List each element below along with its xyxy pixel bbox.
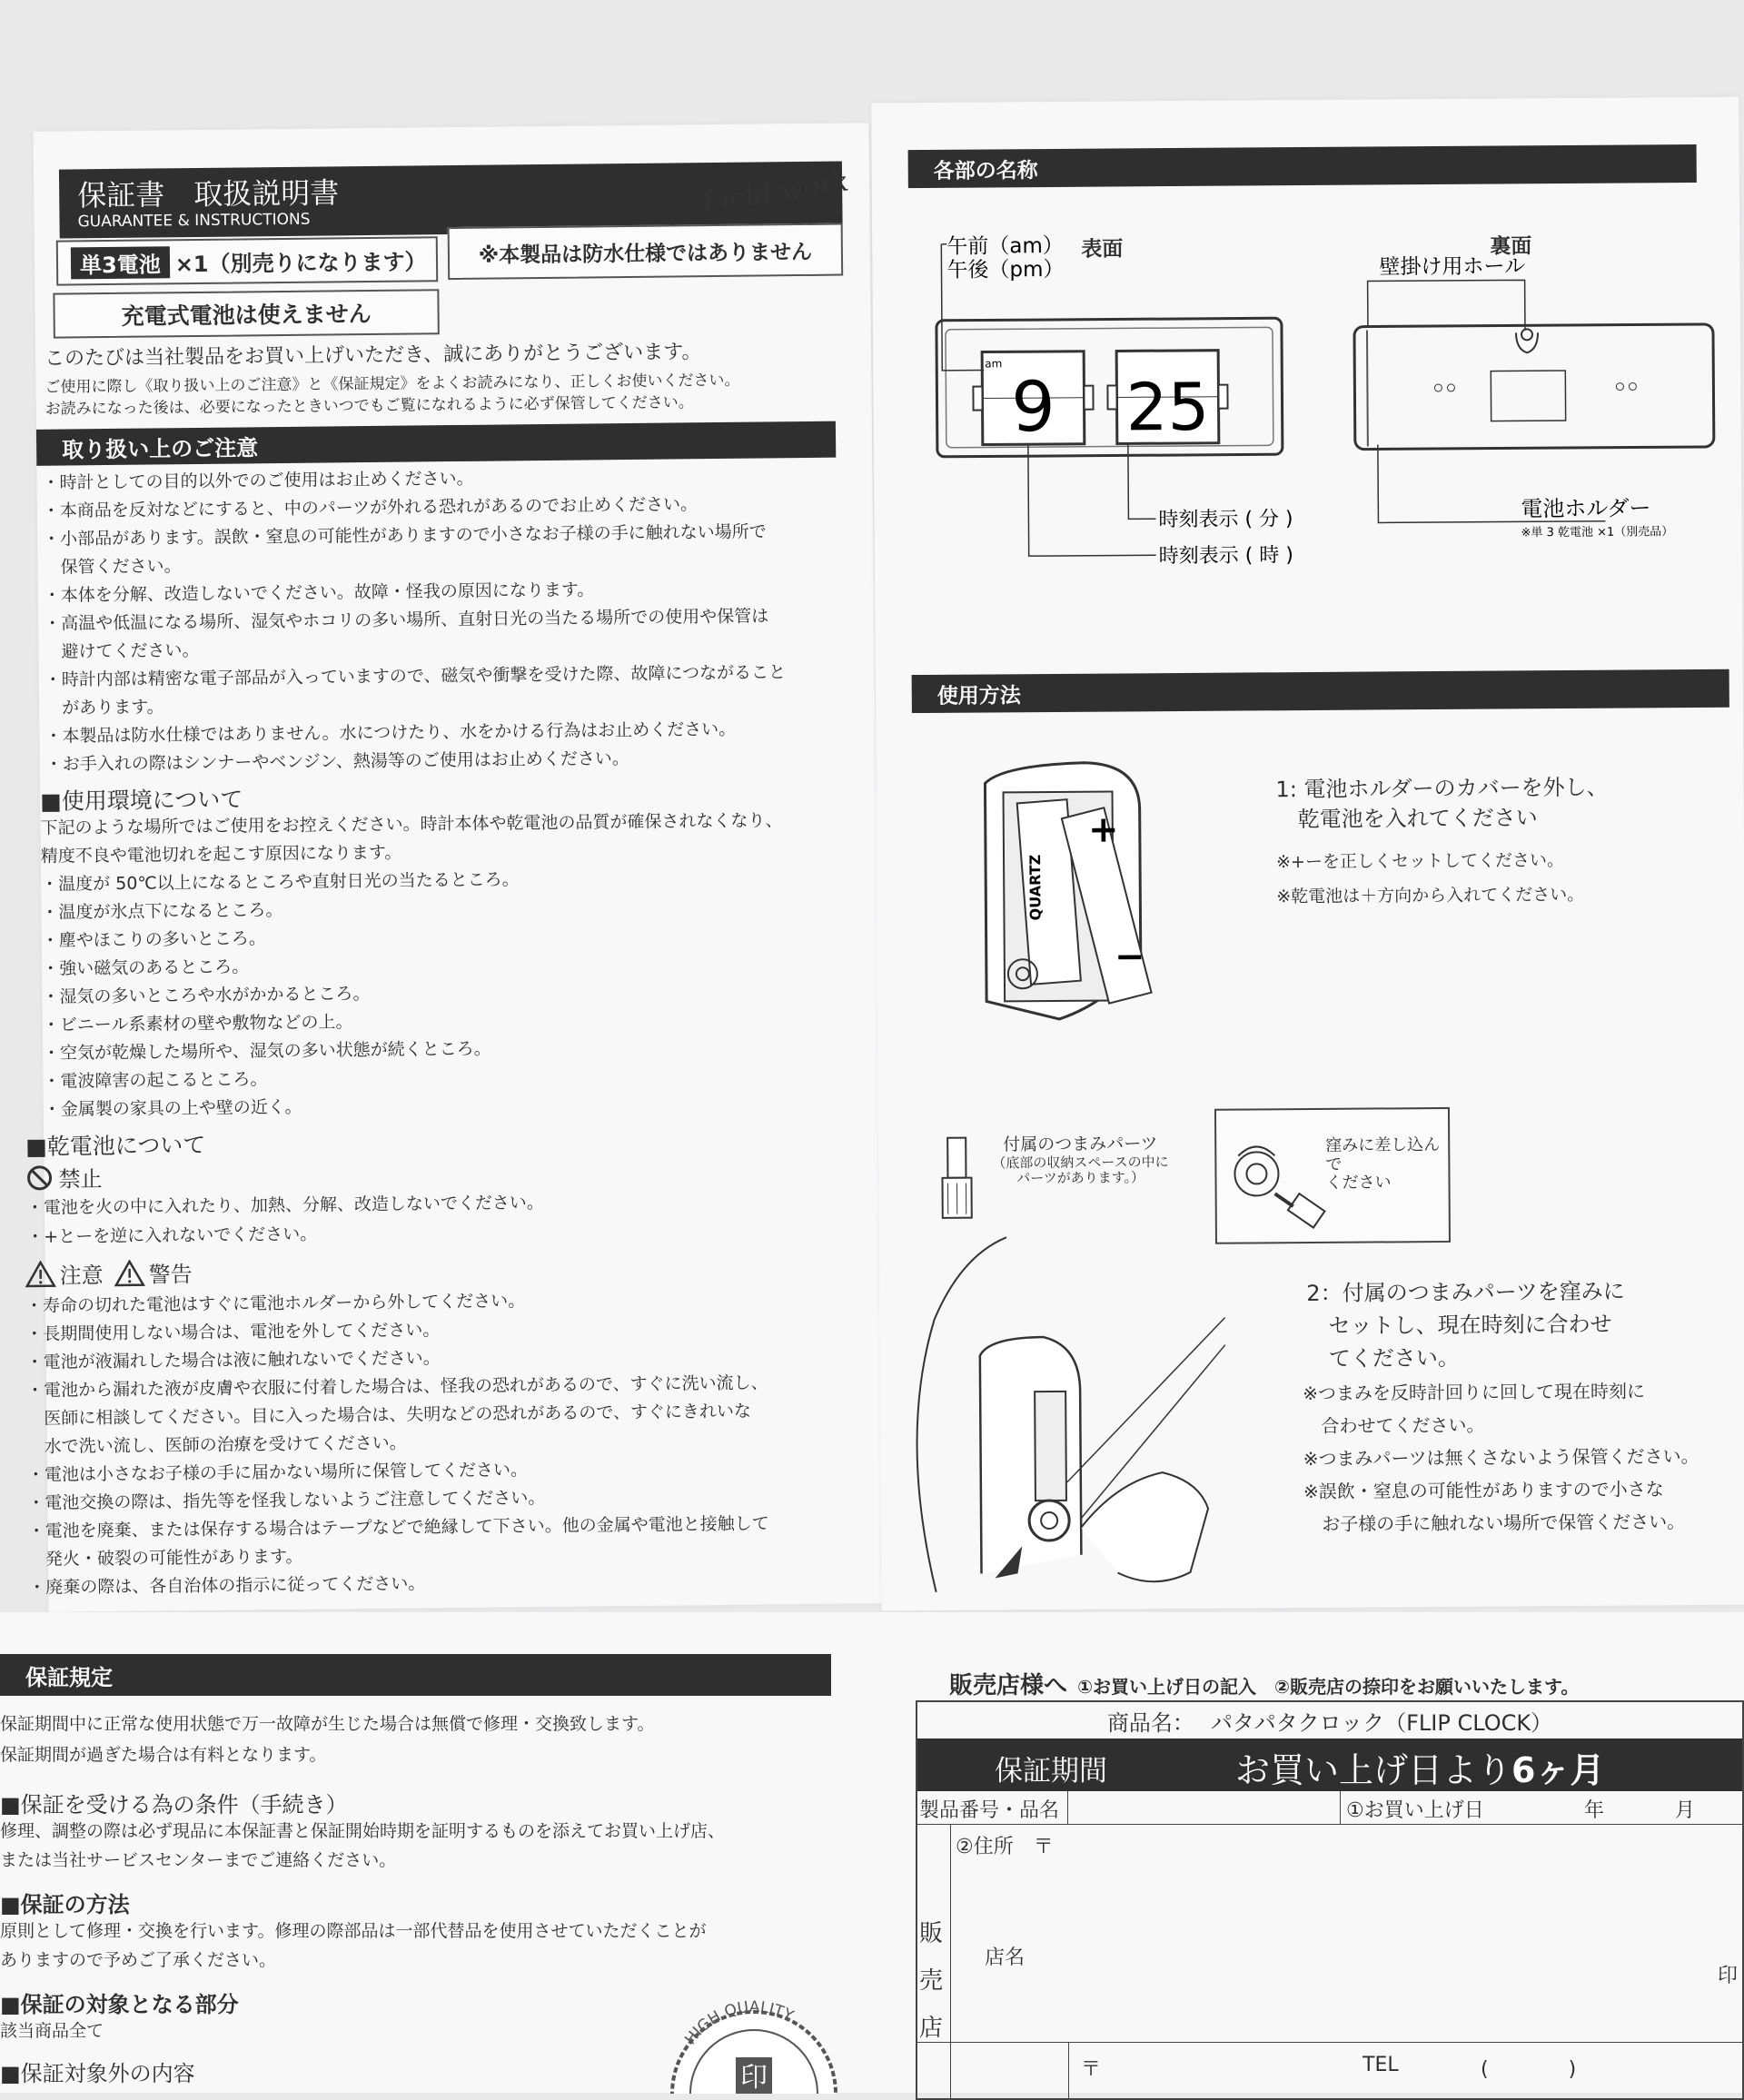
store-vertical-char: 店 (919, 2009, 943, 2043)
period-value-months: 6ヶ月 (1511, 1750, 1604, 1790)
knob-label-line: 付属のつまみパーツ (992, 1134, 1168, 1155)
purchase-date-cell[interactable] (1340, 1791, 1744, 1824)
contact-row (917, 2042, 1742, 2099)
plus-mark: + (1088, 808, 1119, 850)
warning-item: ・寿命の切れた電池はすぐに電池ホルダーから外してください。 (25, 1291, 525, 1317)
battery-holder-cover (1491, 371, 1565, 421)
purchase-date-label: ①お買い上げ日 (1346, 1795, 1484, 1823)
step2-note: お子様の手に触れない場所で保管ください。 (1303, 1511, 1685, 1535)
quality-seal (663, 1994, 845, 2094)
intro-line-3: お読みになった後は、必要になったときいつでもご覧になれるように必ず保管してください。 (45, 393, 694, 419)
instructions-right-page (871, 97, 1744, 1611)
warranty-heading: 保証規定 (0, 1654, 831, 1696)
seal-text: HIGH QUALITY (681, 1998, 797, 2048)
minute-caption: 時刻表示 ( 分 ) (1158, 508, 1293, 531)
environment-item: ・温度が 50℃以上になるところや直射日光の当たるところ。 (41, 869, 520, 895)
caution-item: ・時計としての目的以外でのご使用はお止めください。 (42, 469, 473, 494)
environment-item: ・温度が氷点下になるところ。 (41, 900, 282, 924)
warranty-line: 保証期間中に正常な使用状態で万一故障が生じた場合は無償で修理・交換致します。 (0, 1714, 654, 1735)
store-vertical-char: 販 (919, 1915, 943, 1948)
postal-label: 〒 (1081, 2054, 1101, 2082)
step2-title-line: セットし、現在時刻に合わせ (1307, 1312, 1612, 1340)
warning-label: 警告 (148, 1256, 192, 1289)
parts-heading: 各部の名称 (908, 144, 1697, 188)
warning-item: 発火・破裂の可能性があります。 (28, 1547, 303, 1570)
caution-triangle-icon (25, 1260, 56, 1287)
stamp-label: 印 (1718, 1960, 1738, 1988)
step2-note: 合わせてください。 (1303, 1414, 1484, 1437)
warning-item: ・長期間使用しない場合は、電池を外してください。 (25, 1320, 440, 1345)
step2-note: ※つまみを反時計回りに回して現在時刻に (1303, 1380, 1645, 1404)
period-value (1235, 1742, 1604, 1792)
usage-heading: 使用方法 (912, 669, 1729, 713)
recess-detail-drawing (1220, 1119, 1330, 1238)
caution-item: ・本商品を反対などにすると、中のパーツが外れる恐れがあるのでお止めください。 (43, 494, 698, 521)
am-marker: am (985, 357, 1002, 370)
battery-holder-label: 電池ホルダー (1521, 495, 1650, 521)
store-name-field[interactable] (950, 1906, 1744, 2042)
prohibit-row (25, 1161, 102, 1194)
warning-item: ・電池は小さなお子様の手に届かない場所に保管してください。 (27, 1460, 528, 1486)
period-row (917, 1738, 1742, 1791)
caution-item: ・小部品があります。誤飲・窒息の可能性がありますので小さなお子様の手に触れない場所で (43, 521, 767, 550)
product-label: 商品名： (1107, 1705, 1194, 1737)
caution-item: ・お手入れの際はシンナーやベンジン、熱湯等のご使用はお止めください。 (45, 748, 629, 776)
serial-label: 製品番号・品名 (919, 1795, 1059, 1823)
battery-count-text: ×1（別売りになります） (175, 243, 427, 278)
step1-note: ※乾電池は＋方向から入れてください。 (1276, 885, 1584, 907)
caution-item: ・本体を分解、改造しないでください。故障・怪我の原因になります。 (44, 579, 595, 606)
warranty-section-line: 原則として修理・交換を行います。修理の際部品は一部代替品を使用させていただくことが (0, 1921, 706, 1942)
environment-item: ・塵やほこりの多いところ。 (42, 928, 266, 951)
warranty-section-title: ■保証の対象となる部分 (0, 1986, 239, 2018)
step1-note: ※+ーを正しくセットしてください。 (1276, 850, 1564, 873)
knob-label (992, 1134, 1169, 1187)
environment-item: 精度不良や電池切れを起こす原因になります。 (41, 843, 402, 867)
knob-part (947, 1138, 966, 1178)
environment-item: ・金属製の家具の上や壁の近く。 (44, 1097, 302, 1121)
environment-heading: ■使用環境について (40, 781, 243, 816)
month-label: 月 (1675, 1795, 1695, 1823)
serial-field[interactable] (1067, 1791, 1341, 1824)
recess-label (1325, 1136, 1448, 1194)
brand-logo: Field work (700, 165, 851, 219)
front-label: 表面 (1081, 237, 1123, 262)
environment-item: ・湿気の多いところや水がかかるところ。 (42, 984, 370, 1008)
tel-paren: ( ) (1481, 2054, 1576, 2082)
warning-item: ・電池を廃棄、または保存する場合はテープなどで絶縁して下さい。他の金属や電池と接触して (28, 1513, 769, 1541)
warranty-section-line: 該当商品全て (0, 2021, 104, 2042)
intro-line-2: ご使用に際し《取り扱い上のご注意》と《保証規定》をよくお読みになり、正しくお使いください。 (45, 371, 739, 397)
product-row (917, 1702, 1742, 1739)
caution-item: 保管ください。 (43, 556, 181, 578)
dealer-heading-row (949, 1667, 1579, 1700)
warranty-line: 保証期間が過ぎた場合は有料となります。 (0, 1745, 326, 1766)
am-label: 午前（am） (946, 234, 1064, 259)
rechargeable-note: 充電式電池は使えません (121, 296, 371, 332)
step2-note: ※誤飲・窒息の可能性がありますので小さな (1303, 1478, 1664, 1502)
prohibit-label: 禁止 (58, 1161, 102, 1194)
dealer-heading: 販売店様へ (949, 1672, 1067, 1699)
year-label: 年 (1584, 1795, 1604, 1823)
address-field[interactable] (950, 1824, 1744, 1906)
environment-item: ・空気が乾燥した場所や、湿気の多い状態が続くところ。 (43, 1039, 491, 1065)
rechargeable-note-box (53, 289, 440, 338)
recess-detail-box (1214, 1107, 1451, 1244)
step1-title-line: 1: 電池ホルダーのカバーを外し、 (1275, 775, 1608, 803)
caution-item: があります。 (45, 697, 164, 718)
warranty-section-line: 修理、調整の際は必ず現品に本保証書と保証開始時期を証明するものを添えてお買い上げ店、 (0, 1821, 725, 1842)
warning-triangle-icon (114, 1259, 144, 1286)
hole-label: 壁掛け用ホール (1379, 254, 1525, 279)
dealer-form-table (916, 1700, 1744, 2100)
instructions-left-page (33, 123, 884, 1612)
battery-holder-note: ※単 3 乾電池 ×1（別売品） (1521, 524, 1673, 540)
caution-item: ・高温や低温になる場所、湿気やホコリの多い場所、直射日光の当たる場所での使用や保管は (44, 606, 768, 634)
hour-digit: 9 (1011, 366, 1055, 447)
warranty-section-line: ありますので予めご了承ください。 (0, 1950, 276, 1971)
pm-label: 午後（pm） (946, 258, 1064, 282)
dealer-request: ①お買い上げ日の記入 ②販売店の捺印をお願いいたします。 (1077, 1676, 1579, 1698)
caution-item: ・時計内部は精密な電子部品が入っていますので、磁気や衝撃を受けた際、故障につながること (45, 662, 786, 690)
back-label: 裏面 (1490, 234, 1531, 260)
minute-digits: 25 (1125, 369, 1209, 446)
environment-item: ・電波障害の起こるところ。 (43, 1069, 267, 1092)
serial-row (917, 1791, 1742, 1825)
document-subtitle: GUARANTEE & INSTRUCTIONS (77, 211, 310, 232)
warning-item: 医師に相談してください。目に入った場合は、失明などの恐れがあるので、すぐにきれいな (26, 1402, 751, 1430)
knob-label-line: （底部の収納スペースの中に (992, 1154, 1168, 1172)
hour-caption: 時刻表示 ( 時 ) (1159, 544, 1293, 568)
prohibit-icon (25, 1164, 53, 1191)
warranty-section-title: ■保証を受ける為の条件（手続き） (0, 1787, 348, 1818)
dealer-form-page (886, 1612, 1744, 2093)
back-clock-body (1354, 324, 1714, 450)
step2-title-line: 2：付属のつまみパーツを窪みに (1306, 1279, 1625, 1307)
caution-item: ・本製品は防水仕様ではありません。水につけたり、水をかける行為はお止めください。 (45, 719, 736, 748)
recess-label-line: ください (1325, 1174, 1448, 1194)
waterproof-note-box (448, 223, 844, 281)
seal-center: 印 (740, 2062, 768, 2094)
step1-title-line: 乾電池を入れてください (1276, 805, 1538, 833)
waterproof-note: ※本製品は防水仕様ではありません (479, 234, 813, 268)
quartz-label: QUARTZ (1026, 855, 1045, 921)
prohibit-item: ・+とーを逆に入れないでください。 (26, 1224, 317, 1248)
warranty-section-title: ■保証対象外の内容 (0, 2055, 195, 2087)
caution-item: 避けてください。 (44, 640, 199, 663)
tel-label: TEL (1362, 2054, 1399, 2076)
battery-insert-illustration (948, 728, 1186, 1038)
step2-note: ※つまみパーツは無くさないよう保管ください。 (1303, 1445, 1699, 1470)
intro-line-1: このたびは当社製品をお買い上げいただき、誠にありがとうございます。 (45, 341, 702, 371)
period-label: 保証期間 (995, 1748, 1107, 1788)
warning-item: 水で洗い流し、医師の治療を受けてください。 (27, 1433, 407, 1458)
wall-hole (1516, 332, 1538, 352)
environment-item: ・ビニール系素材の壁や敷物などの上。 (43, 1012, 353, 1035)
recess-label-line: 窪みに差し込んで (1325, 1136, 1448, 1174)
caution-label: 注意 (59, 1257, 103, 1290)
environment-item: ・強い磁気のあるところ。 (42, 956, 249, 979)
battery-type-tag: 単3電池 (71, 246, 170, 279)
store-name-label: 店名 (985, 1942, 1025, 1970)
battery-info-heading: ■乾電池について (25, 1127, 205, 1162)
warranty-section-line: または当社サービスセンターまでご連絡ください。 (0, 1850, 396, 1871)
minus-mark: − (1115, 936, 1145, 977)
warning-row (25, 1256, 192, 1290)
warranty-page (0, 1612, 886, 2093)
period-value-prefix: お買い上げ日より (1235, 1750, 1511, 1790)
prohibit-item: ・電池を火の中に入れたり、加熱、分解、改造しないでください。 (26, 1193, 544, 1219)
warning-item: ・電池が液漏れした場合は液に触れないでください。 (26, 1348, 441, 1373)
store-vertical-char: 売 (919, 1962, 943, 1996)
knob-label-line: パーツがあります。） (992, 1170, 1168, 1187)
product-name: パタパタクロック（FLIP CLOCK） (1211, 1705, 1552, 1737)
warning-item: ・電池から漏れた液が皮膚や衣服に付着した場合は、怪我の恐れがあるので、すぐに洗い流し、 (26, 1372, 768, 1401)
parts-diagram (881, 215, 1733, 603)
environment-item: 下記のような場所ではご使用をお控えください。時計本体や乾電池の品質が確保されなくなり、 (40, 810, 782, 838)
step2-title-line: てください。 (1307, 1345, 1460, 1372)
address-label: ②住所 〒 (956, 1831, 1054, 1859)
warning-item: ・電池交換の際は、指先等を怪我しないようご注意してください。 (27, 1488, 545, 1514)
battery-count-box (56, 236, 439, 285)
warning-item: ・廃棄の際は、各自治体の指示に従ってください。 (28, 1573, 425, 1598)
warranty-section-title: ■保証の方法 (0, 1887, 130, 1918)
cautions-heading: 取り扱い上のご注意 (36, 421, 836, 466)
document-title: 保証書 取扱説明書 (77, 170, 339, 214)
